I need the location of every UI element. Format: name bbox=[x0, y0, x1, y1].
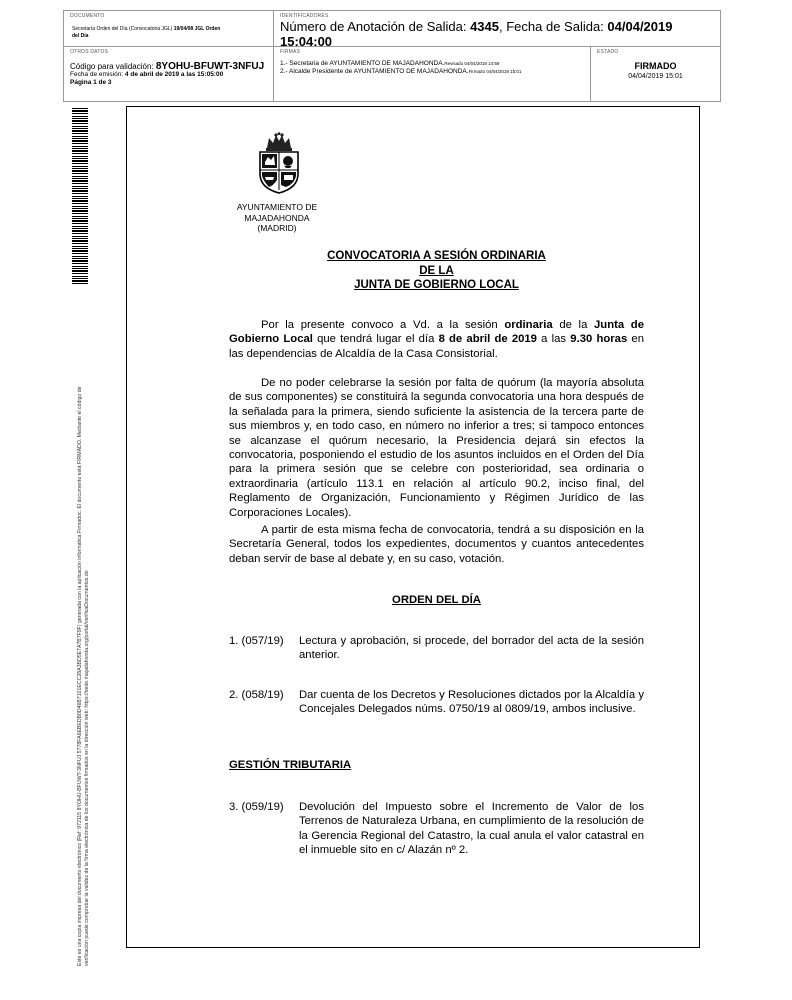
documento-cell bbox=[64, 11, 274, 47]
registro-label: IDENTIFICADORES bbox=[280, 13, 329, 19]
coat-of-arms-icon bbox=[256, 132, 302, 194]
pagina-indicator: Página 1 de 3 bbox=[70, 79, 112, 86]
agenda-item bbox=[229, 688, 644, 717]
estado-cell bbox=[591, 47, 720, 101]
paragraph-disposicion: A partir de esta misma fecha de convocatoria, tendrá a su disposición en la Secretaría General, todos los expedientes, documentos y cuantos antecedentes deban servir de base al debate y, en su caso, votación. bbox=[229, 524, 644, 565]
firmas-cell bbox=[274, 47, 591, 101]
documento-label: DOCUMENTO bbox=[70, 13, 105, 19]
firmas-label: FIRMAS bbox=[280, 49, 301, 55]
otros-datos-cell bbox=[64, 47, 274, 101]
otros-label: OTROS DATOS bbox=[70, 49, 109, 55]
document-title: CONVOCATORIA A SESIÓN ORDINARIA DE LA JUNTA DE GOBIERNO LOCAL bbox=[327, 250, 546, 291]
documento-value: Secretaría Orden del Día (Convocatoria JGL) 19/04/08 JGL Orden del Día bbox=[72, 26, 221, 39]
municipality-name: AYUNTAMIENTO DE MAJADAHONDA (MADRID) bbox=[236, 202, 318, 233]
section-heading-gestion-tributaria: GESTIÓN TRIBUTARIA bbox=[229, 759, 352, 771]
agenda-item-number: 3. (059/19) bbox=[229, 801, 284, 813]
agenda-item bbox=[229, 800, 644, 858]
agenda-item-number: 2. (058/19) bbox=[229, 689, 284, 701]
codigo-validacion: Código para validación: 8YOHU-BFUWT-3NFUJ bbox=[70, 61, 265, 72]
paragraph-quorum: De no poder celebrarse la sesión por falta de quórum (la mayoría absoluta de sus componentes) se constituirá la segunda convocatoria una hora después de la señalada para la primera, siendo suficiente la asistencia de la tercera parte de sus miembros y, en todo caso, en número no inferior a tres; si tampoco entonces se alcanzase el quórum necesario, la Presidencia dejará sin efectos la convocatoria, posponiendo el estudio de los asuntos incluidos en el Orden del Día para la primera sesión que se celebre con posterioridad, sea ordinaria o extraordinaria (artículo 113.1 en relación al artículo 90.2, inciso final, del Reglamento de Organización, Funcionamiento y Régimen Jurídico de las Corporaciones Locales). bbox=[229, 377, 644, 519]
firma-1: 1.- Secretaria de AYUNTAMIENTO DE MAJADAHONDA.Revisado 04/04/2019 14:59 bbox=[280, 60, 500, 67]
paragraph-convocatoria: Por la presente convoco a Vd. a la sesión ordinaria de la Junta de Gobierno Local que tendrá lugar el día 8 de abril de 2019 a las 9.30 horas en las dependencias de Alcaldía de la Casa Consistorial. bbox=[229, 319, 644, 360]
agenda-item-text: Lectura y aprobación, si procede, del borrador del acta de la sesión anterior. bbox=[299, 635, 644, 662]
estado-value: FIRMADO bbox=[634, 61, 677, 71]
agenda-item-text: Dar cuenta de los Decretos y Resoluciones dictados por la Alcaldía y Concejales Delegados núms. 0750/19 al 0809/19, ambos inclusive. bbox=[299, 689, 644, 716]
fecha-emision: Fecha de emisión: 4 de abril de 2019 a las 15:05:00 bbox=[70, 71, 224, 78]
agenda-item-number: 1. (057/19) bbox=[229, 635, 284, 647]
side-text-line-2: verificación puede comprobar la validez de la firma electrónica de los documentos firmados en la dirección web: https://sede.majadahonda.org/portal/verificaDocumentos.do bbox=[83, 570, 90, 966]
orden-del-dia-heading: ORDEN DEL DÍA bbox=[392, 594, 481, 606]
verification-side-text bbox=[77, 304, 90, 966]
registro-cell bbox=[274, 11, 720, 47]
side-text-line-1: Este es una copia impresa del documento electrónico (Ref: 972115 8YOHU-BFUWT-3NFUJ 5778FA6EBEDB0D46B7101ECC28A3BD5E7A7B7F9F) generada con la aplicación informática Firmadoc. El documento está FIRMADO. Mediante el código de bbox=[77, 386, 83, 966]
estado-fecha: 04/04/2019 15:01 bbox=[628, 73, 683, 80]
document-header bbox=[63, 10, 721, 102]
registro-value: Número de Anotación de Salida: 4345, Fecha de Salida: 04/04/2019 15:04:00 bbox=[280, 19, 673, 49]
agenda-item bbox=[229, 634, 644, 663]
barcode bbox=[72, 108, 88, 286]
estado-label: ESTADO bbox=[597, 49, 619, 55]
agenda-item-text: Devolución del Impuesto sobre el Incremento de Valor de los Terrenos de Naturaleza Urbana, en cumplimiento de la resolución de la Gerencia Regional del Catastro, la cual anula el valor catastral en el inmueble sito en c/ Alazán nº 2. bbox=[299, 801, 644, 857]
firma-2: 2.- Alcalde Presidente de AYUNTAMIENTO DE MAJADAHONDA.Firmado 04/04/2019 15:01 bbox=[280, 68, 522, 75]
